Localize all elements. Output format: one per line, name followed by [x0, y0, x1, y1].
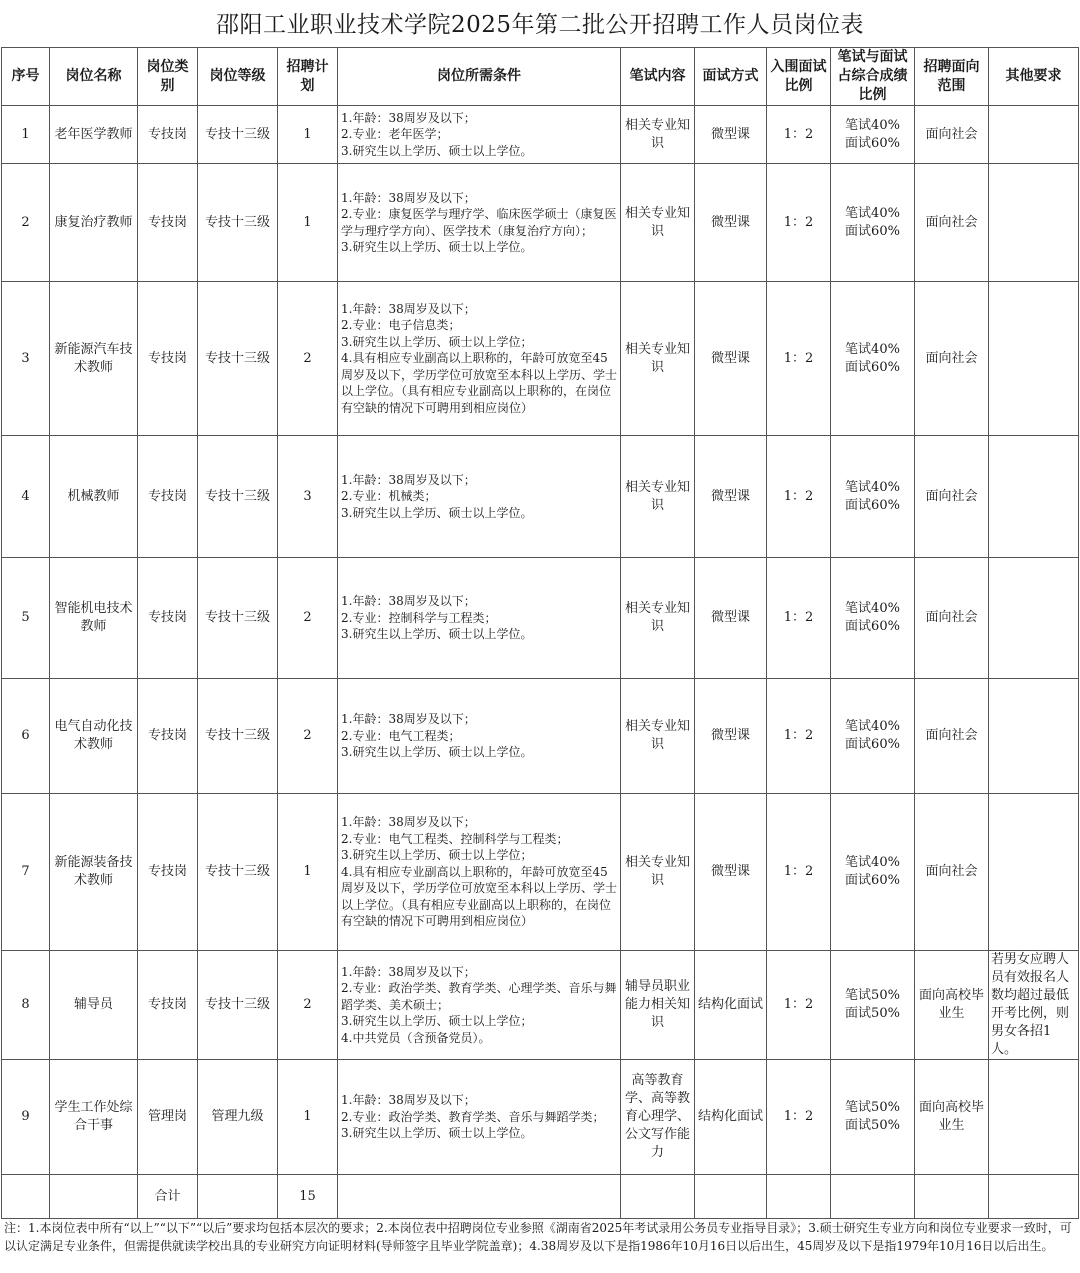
total-empty-cell [338, 1175, 621, 1219]
cell-plan: 1 [278, 794, 338, 951]
weight-line: 笔试40% [845, 719, 900, 734]
weight-line: 笔试40% [845, 341, 900, 357]
cell-name: 新能源汽车技术教师 [50, 282, 138, 436]
cell-other [989, 558, 1079, 679]
weight-line: 面试60% [845, 737, 900, 752]
condition-line: 3.研究生以上学历、硕士以上学位。 [341, 240, 533, 254]
cell-scope: 面向社会 [915, 282, 989, 436]
cell-conditions [338, 951, 621, 1060]
header-weight: 笔试与面试占综合成绩比例 [831, 48, 915, 106]
cell-category: 专技岗 [138, 951, 198, 1060]
total-empty-cell [2, 1175, 50, 1219]
total-empty-cell [198, 1175, 278, 1219]
condition-line: 1.年龄：38周岁及以下； [341, 1093, 476, 1108]
header-plan: 招聘计划 [278, 48, 338, 106]
cell-weight [831, 436, 915, 558]
cell-conditions [338, 436, 621, 558]
cell-written: 相关专业知识 [621, 558, 695, 679]
cell-written: 相关专业知识 [621, 106, 695, 164]
cell-ratio: 1：2 [767, 679, 831, 794]
cell-interview: 微型课 [695, 558, 767, 679]
condition-line: 4.具有相应专业副高以上职称的，年龄可放宽至45周岁及以下，学历学位可放宽至本科以上学历、学士以上学位。（具有相应专业副高以上职称的，在岗位有空缺的情况下可聘用到相应岗位） [341, 351, 618, 415]
weight-line: 面试60% [845, 873, 900, 888]
condition-line: 2.专业：机械类； [341, 489, 437, 504]
header-other: 其他要求 [989, 48, 1079, 106]
condition-line: 4.具有相应专业副高以上职称的，年龄可放宽至45周岁及以下，学历学位可放宽至本科以上学历、学士以上学位。（具有相应专业副高以上职称的，在岗位有空缺的情况下可聘用到相应岗位） [341, 864, 618, 929]
cell-seq: 9 [2, 1060, 50, 1175]
cell-plan: 2 [278, 282, 338, 436]
cell-seq: 3 [2, 282, 50, 436]
cell-written: 相关专业知识 [621, 436, 695, 558]
weight-line: 面试60% [845, 359, 900, 375]
cell-seq: 2 [2, 164, 50, 282]
total-empty-cell [621, 1175, 695, 1219]
cell-conditions [338, 282, 621, 436]
table-row [2, 1060, 1079, 1175]
cell-plan: 1 [278, 106, 338, 164]
cell-conditions [338, 1060, 621, 1175]
cell-scope: 面向高校毕业生 [915, 1060, 989, 1175]
cell-scope: 面向社会 [915, 164, 989, 282]
weight-line: 笔试40% [845, 117, 900, 133]
cell-plan: 1 [278, 164, 338, 282]
condition-line: 2.专业：老年医学； [341, 127, 449, 142]
cell-written: 辅导员职业能力相关知识 [621, 951, 695, 1060]
weight-line: 面试50% [845, 1006, 900, 1021]
header-interview: 面试方式 [695, 48, 767, 106]
cell-scope: 面向社会 [915, 679, 989, 794]
total-empty-cell [695, 1175, 767, 1219]
cell-other [989, 106, 1079, 164]
condition-line: 4.中共党员（含预备党员）。 [341, 1030, 491, 1045]
table-row [2, 106, 1079, 164]
cell-scope: 面向社会 [915, 106, 989, 164]
cell-ratio: 1：2 [767, 794, 831, 951]
condition-line: 3.研究生以上学历、硕士以上学位。 [341, 505, 533, 520]
cell-weight [831, 794, 915, 951]
cell-interview: 微型课 [695, 106, 767, 164]
header-written: 笔试内容 [621, 48, 695, 106]
cell-written: 相关专业知识 [621, 282, 695, 436]
header-ratio: 入围面试比例 [767, 48, 831, 106]
cell-seq: 6 [2, 679, 50, 794]
condition-line: 3.研究生以上学历、硕士以上学位。 [341, 143, 533, 158]
cell-scope: 面向高校毕业生 [915, 951, 989, 1060]
cell-name: 康复治疗教师 [50, 164, 138, 282]
cell-conditions [338, 558, 621, 679]
cell-level: 专技十三级 [198, 558, 278, 679]
condition-line: 3.研究生以上学历、硕士以上学位。 [341, 745, 533, 760]
condition-line: 2.专业：政治学类、教育学类、音乐与舞蹈学类； [341, 1109, 605, 1124]
cell-ratio: 1：2 [767, 282, 831, 436]
condition-line: 3.研究生以上学历、硕士以上学位。 [341, 627, 533, 642]
condition-line: 3.研究生以上学历、硕士以上学位； [341, 334, 533, 349]
cell-weight [831, 1060, 915, 1175]
weight-line: 笔试40% [845, 205, 900, 221]
cell-name: 智能机电技术教师 [50, 558, 138, 679]
cell-seq: 1 [2, 106, 50, 164]
cell-ratio: 1：2 [767, 558, 831, 679]
condition-line: 1.年龄：38周岁及以下； [341, 472, 476, 487]
cell-level: 管理九级 [198, 1060, 278, 1175]
header-category: 岗位类别 [138, 48, 198, 106]
cell-category: 专技岗 [138, 794, 198, 951]
cell-name: 辅导员 [50, 951, 138, 1060]
cell-weight [831, 679, 915, 794]
cell-plan: 3 [278, 436, 338, 558]
cell-ratio: 1：2 [767, 1060, 831, 1175]
cell-level: 专技十三级 [198, 106, 278, 164]
weight-line: 面试60% [845, 223, 900, 239]
cell-ratio: 1：2 [767, 106, 831, 164]
condition-line: 3.研究生以上学历、硕士以上学位； [341, 1014, 533, 1029]
cell-seq: 7 [2, 794, 50, 951]
table-row [2, 282, 1079, 436]
cell-category: 专技岗 [138, 558, 198, 679]
cell-written: 相关专业知识 [621, 794, 695, 951]
cell-interview: 微型课 [695, 436, 767, 558]
condition-line: 2.专业：电子信息类； [341, 318, 461, 333]
cell-other [989, 436, 1079, 558]
table-row [2, 679, 1079, 794]
cell-interview: 微型课 [695, 164, 767, 282]
cell-seq: 4 [2, 436, 50, 558]
cell-other [989, 794, 1079, 951]
header-name: 岗位名称 [50, 48, 138, 106]
cell-written: 高等教育学、高等教育心理学、公文写作能力 [621, 1060, 695, 1175]
weight-line: 笔试50% [845, 988, 900, 1003]
cell-name: 老年医学教师 [50, 106, 138, 164]
cell-ratio: 1：2 [767, 951, 831, 1060]
total-empty-cell [767, 1175, 831, 1219]
table-row [2, 951, 1079, 1060]
condition-line: 2.专业：控制科学与工程类； [341, 610, 497, 625]
cell-weight [831, 106, 915, 164]
cell-ratio: 1：2 [767, 436, 831, 558]
cell-level: 专技十三级 [198, 282, 278, 436]
weight-line: 笔试40% [845, 601, 900, 616]
condition-line: 1.年龄：38周岁及以下； [341, 301, 476, 316]
cell-category: 专技岗 [138, 164, 198, 282]
cell-category: 专技岗 [138, 436, 198, 558]
table-row [2, 164, 1079, 282]
cell-plan: 1 [278, 1060, 338, 1175]
cell-conditions [338, 106, 621, 164]
cell-name: 新能源装备技术教师 [50, 794, 138, 951]
condition-line: 1.年龄：38周岁及以下； [341, 712, 476, 727]
total-empty-cell [915, 1175, 989, 1219]
weight-line: 笔试40% [845, 855, 900, 870]
footnote: 注：1.本岗位表中所有“以上”“以下”“以后”要求均包括本层次的要求；2.本岗位表中招聘岗位专业参照《湖南省2025年考试录用公务员专业指导目录》；3.硕士研究生专业方向和岗位专业要求一致时，可以认定满足专业条件，但需提供就读学校出具的专业研究方向证明材料(导师签字且毕业学院盖章)；4.38周岁及以下是指1986年10月16日以后出生，45周岁及以下是指1979年10月16日以后出生。 [4, 1221, 1072, 1253]
cell-level: 专技十三级 [198, 679, 278, 794]
cell-category: 专技岗 [138, 282, 198, 436]
cell-written: 相关专业知识 [621, 679, 695, 794]
cell-plan: 2 [278, 558, 338, 679]
cell-name: 学生工作处综合干事 [50, 1060, 138, 1175]
cell-scope: 面向社会 [915, 558, 989, 679]
cell-interview: 结构化面试 [695, 951, 767, 1060]
table-body [2, 106, 1079, 1175]
condition-line: 2.专业：电气工程类、控制科学与工程类； [341, 831, 569, 846]
condition-line: 1.年龄：38周岁及以下； [341, 815, 476, 830]
cell-interview: 微型课 [695, 679, 767, 794]
cell-other [989, 164, 1079, 282]
cell-conditions [338, 164, 621, 282]
cell-scope: 面向社会 [915, 794, 989, 951]
weight-line: 笔试50% [845, 1100, 900, 1115]
table-row [2, 794, 1079, 951]
total-empty-cell [831, 1175, 915, 1219]
cell-weight [831, 558, 915, 679]
position-table [1, 47, 1079, 1219]
cell-level: 专技十三级 [198, 951, 278, 1060]
table-row [2, 558, 1079, 679]
table-header-row [2, 48, 1079, 106]
cell-other [989, 1060, 1079, 1175]
cell-plan: 2 [278, 679, 338, 794]
cell-written: 相关专业知识 [621, 164, 695, 282]
cell-interview: 结构化面试 [695, 1060, 767, 1175]
cell-seq: 5 [2, 558, 50, 679]
condition-line: 1.年龄：38周岁及以下； [341, 110, 476, 125]
header-scope: 招聘面向范围 [915, 48, 989, 106]
condition-line: 3.研究生以上学历、硕士以上学位； [341, 848, 533, 863]
weight-line: 面试60% [845, 619, 900, 634]
cell-interview: 微型课 [695, 794, 767, 951]
header-level: 岗位等级 [198, 48, 278, 106]
cell-other: 若男女应聘人员有效报名人数均超过最低开考比例，则男女各招1人。 [989, 951, 1079, 1060]
condition-line: 1.年龄：38周岁及以下； [341, 594, 476, 609]
cell-conditions [338, 794, 621, 951]
cell-conditions [338, 679, 621, 794]
header-conditions: 岗位所需条件 [338, 48, 621, 106]
cell-other [989, 282, 1079, 436]
condition-line: 2.专业：电气工程类； [341, 728, 461, 743]
cell-interview: 微型课 [695, 282, 767, 436]
cell-weight [831, 164, 915, 282]
condition-line: 3.研究生以上学历、硕士以上学位。 [341, 1126, 533, 1141]
total-label: 合计 [138, 1175, 198, 1219]
cell-level: 专技十三级 [198, 794, 278, 951]
header-seq: 序号 [2, 48, 50, 106]
weight-line: 面试50% [845, 1118, 900, 1133]
cell-category: 管理岗 [138, 1060, 198, 1175]
weight-line: 笔试40% [845, 479, 900, 495]
cell-weight [831, 282, 915, 436]
cell-name: 机械教师 [50, 436, 138, 558]
condition-line: 2.专业：政治学类、教育学类、心理学类、音乐与舞蹈学类、美术硕士； [341, 981, 617, 1012]
cell-weight [831, 951, 915, 1060]
condition-line: 1.年龄：38周岁及以下； [341, 964, 476, 979]
weight-line: 面试60% [845, 497, 900, 513]
cell-category: 专技岗 [138, 106, 198, 164]
cell-other [989, 679, 1079, 794]
condition-line: 1.年龄：38周岁及以下； [341, 190, 476, 205]
total-value: 15 [278, 1175, 338, 1219]
total-empty-cell [50, 1175, 138, 1219]
cell-name: 电气自动化技术教师 [50, 679, 138, 794]
table-row [2, 436, 1079, 558]
total-empty-cell [989, 1175, 1079, 1219]
cell-category: 专技岗 [138, 679, 198, 794]
page-title: 邵阳工业职业技术学院2025年第二批公开招聘工作人员岗位表 [215, 12, 865, 38]
total-row [2, 1175, 1079, 1219]
cell-level: 专技十三级 [198, 164, 278, 282]
cell-level: 专技十三级 [198, 436, 278, 558]
cell-plan: 2 [278, 951, 338, 1060]
condition-line: 2.专业：康复医学与理疗学、临床医学硕士（康复医学与理疗学方向）、医学技术（康复治疗方向）； [341, 207, 617, 238]
weight-line: 面试60% [845, 135, 900, 151]
cell-seq: 8 [2, 951, 50, 1060]
cell-ratio: 1：2 [767, 164, 831, 282]
cell-scope: 面向社会 [915, 436, 989, 558]
